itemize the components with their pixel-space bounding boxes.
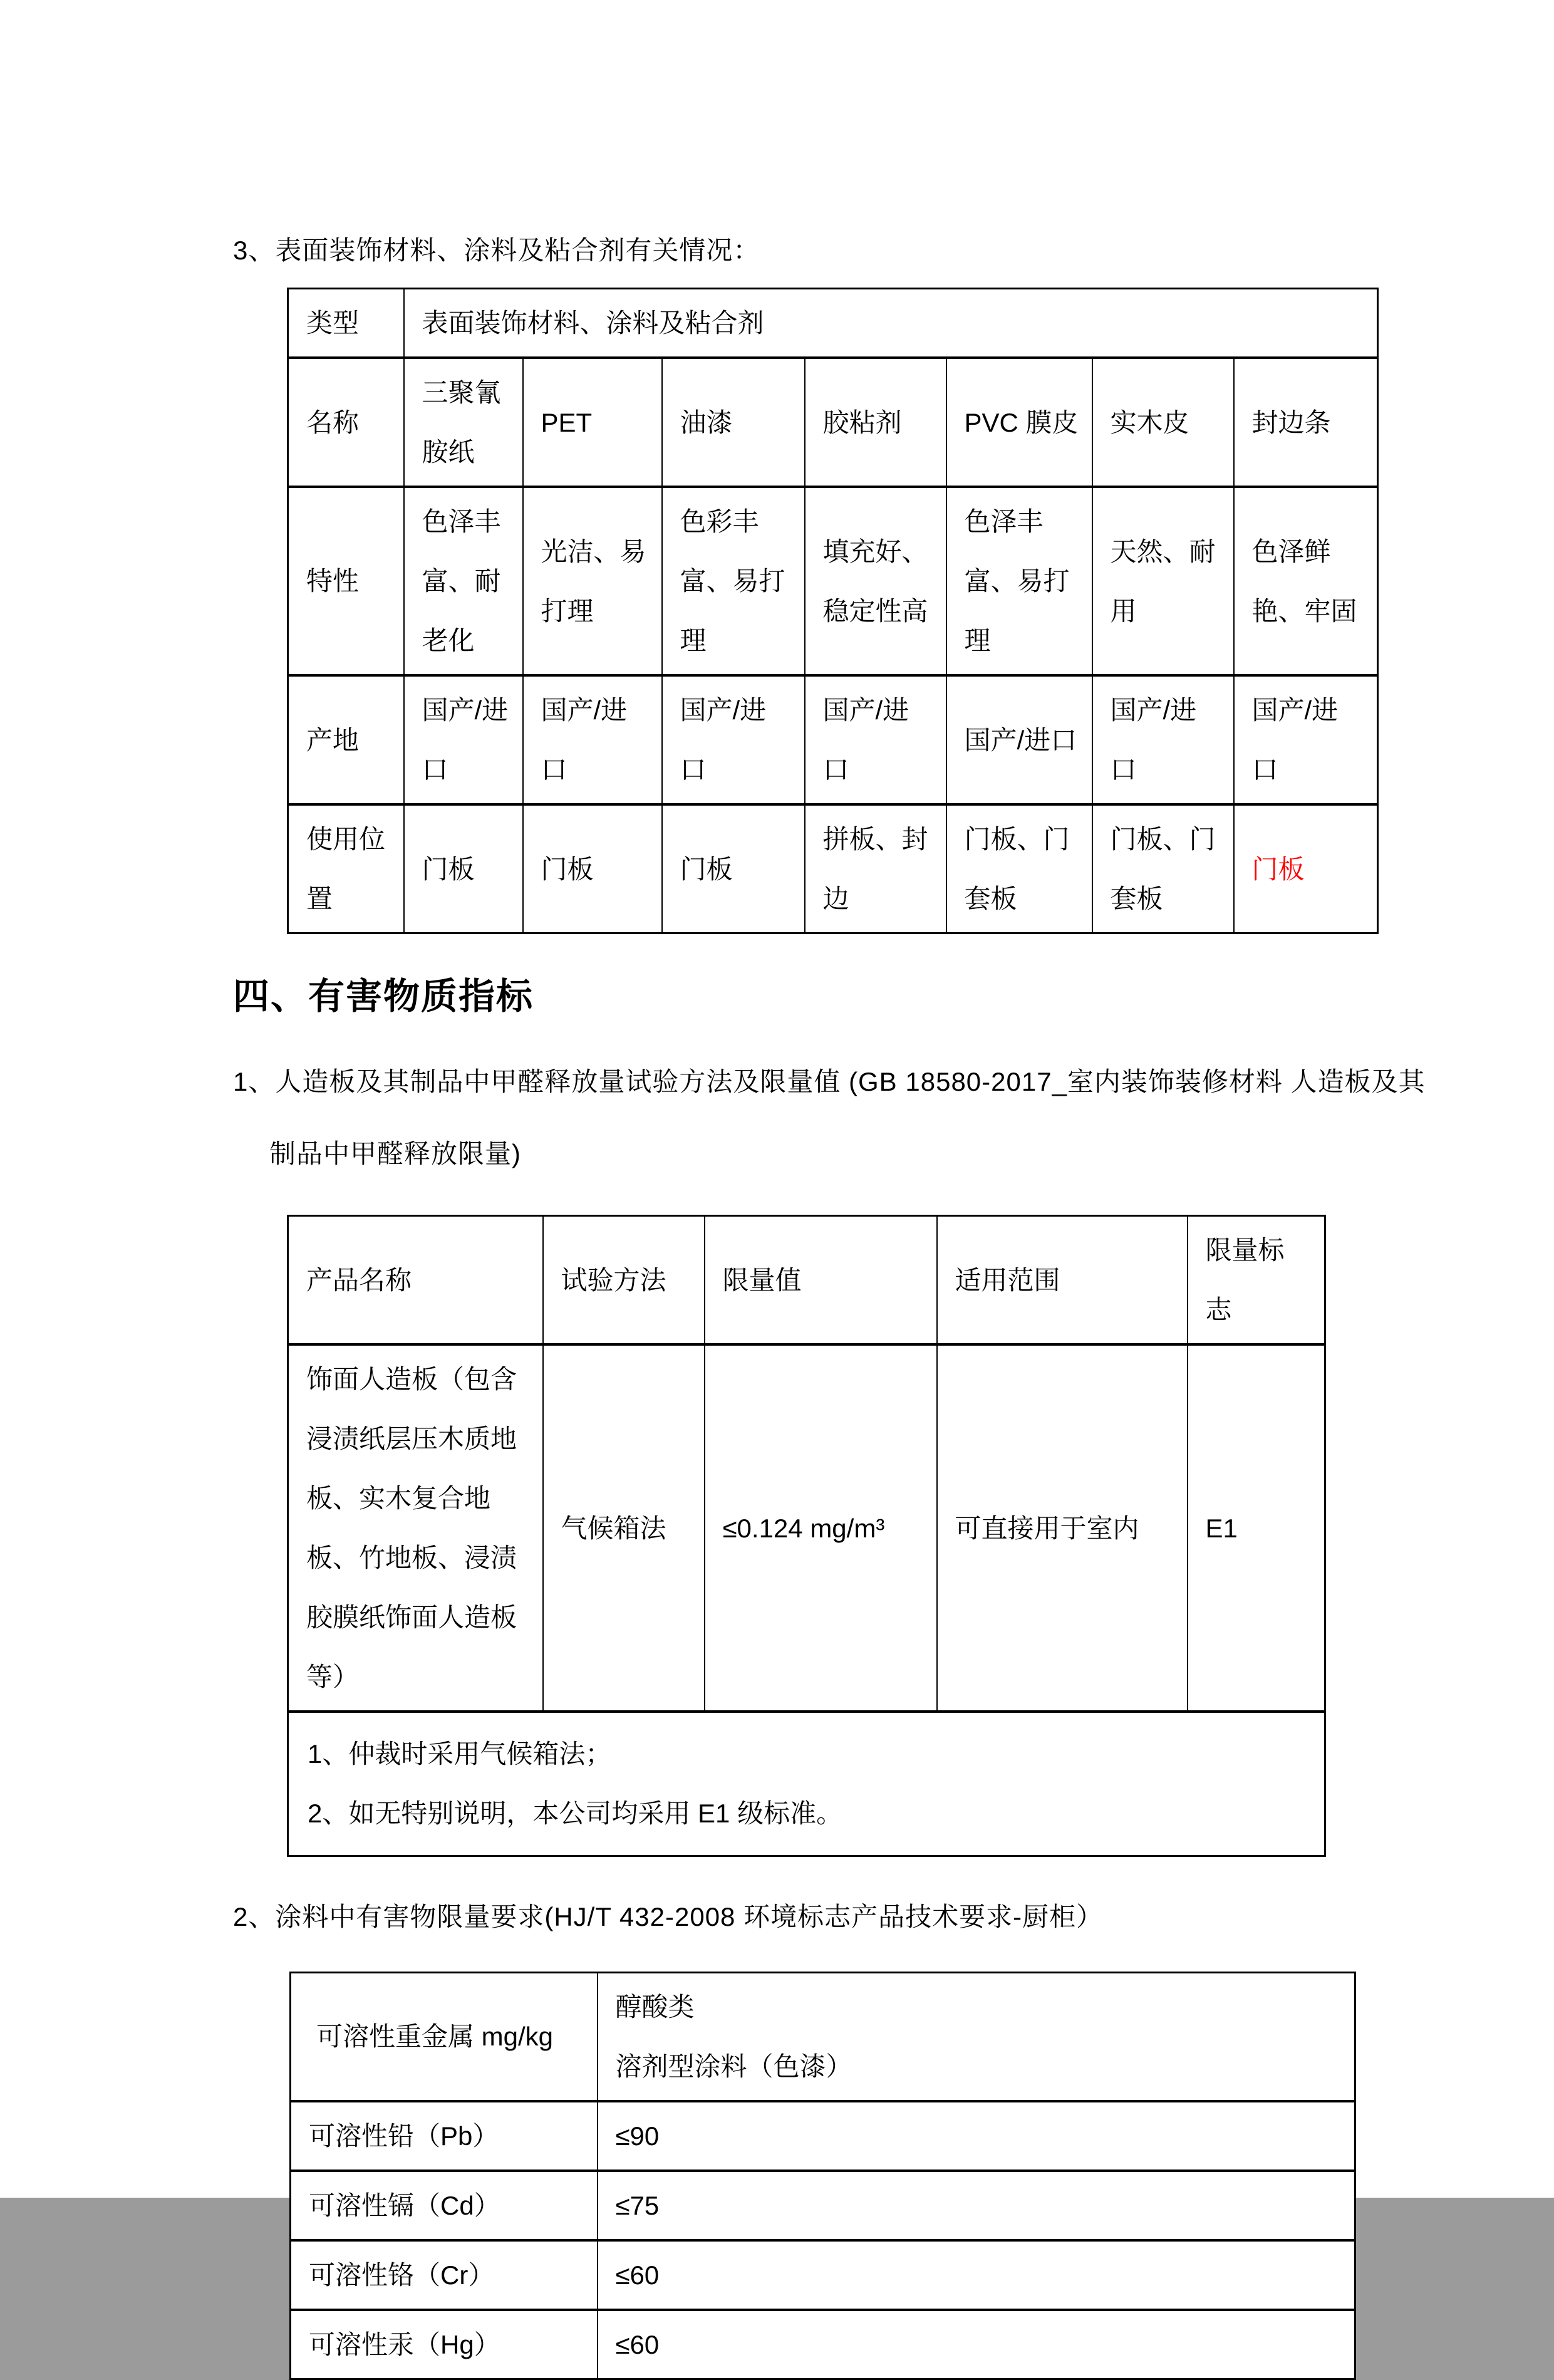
item2-paragraph: 2、涂料中有害物限量要求(HJ/T 432-2008 环境标志产品技术要求-厨柜）	[233, 1901, 1104, 1931]
usage-cell: 门板、门套板	[946, 804, 1092, 933]
notes-cell	[288, 1712, 1325, 1856]
row-label-usage: 使用位置	[288, 804, 404, 933]
usage-cell: 门板	[404, 804, 523, 933]
name-cell: PVC 膜皮	[946, 358, 1092, 487]
metal-limit-mercury: ≤60	[598, 2310, 1355, 2379]
origin-cell: 国产/进口	[523, 675, 662, 804]
metal-label-cadmium: 可溶性镉（Cd）	[291, 2171, 598, 2240]
coating-type-line1: 醇酸类	[615, 1992, 695, 2022]
usage-cell: 门板	[662, 804, 805, 933]
metal-label-mercury: 可溶性汞（Hg）	[291, 2310, 598, 2379]
limit-value-cell: ≤0.124 mg/m³	[705, 1344, 937, 1712]
table-row-type	[288, 289, 1378, 358]
metal-limit-lead: ≤90	[598, 2101, 1355, 2171]
test-method-cell: 气候箱法	[543, 1344, 705, 1712]
feature-cell: 色彩丰富、易打理	[662, 487, 805, 675]
table-row-origin	[288, 675, 1378, 804]
table-row	[288, 1344, 1325, 1712]
row-label-type: 类型	[288, 289, 404, 358]
metal-limit-cadmium: ≤75	[598, 2171, 1355, 2240]
name-cell: 胶粘剂	[805, 358, 946, 487]
usage-cell-highlighted: 门板	[1234, 804, 1378, 933]
feature-cell: 色泽丰富、耐老化	[404, 487, 523, 675]
origin-cell: 国产/进口	[805, 675, 946, 804]
item1-paragraph	[233, 1046, 1460, 1190]
feature-cell: 色泽鲜艳、牢固	[1234, 487, 1378, 675]
header-limit-mark: 限量标志	[1188, 1216, 1325, 1345]
name-cell: PET	[523, 358, 662, 487]
header-product-name: 产品名称	[288, 1216, 543, 1345]
name-cell: 实木皮	[1092, 358, 1234, 487]
scope-cell: 可直接用于室内	[937, 1344, 1188, 1712]
table-row-feature	[288, 487, 1378, 675]
table-row	[291, 2171, 1355, 2240]
coating-type-line2: 溶剂型涂料（色漆）	[615, 2051, 852, 2081]
item3-heading: 3、表面装饰材料、涂料及粘合剂有关情况：	[233, 236, 760, 265]
origin-cell: 国产/进口	[1092, 675, 1234, 804]
table-notes-row	[288, 1712, 1325, 1856]
header-limit-value: 限量值	[705, 1216, 937, 1345]
row-label-name: 名称	[288, 358, 404, 487]
table-row-usage	[288, 804, 1378, 933]
table-header-row	[288, 1216, 1325, 1345]
item1-line2: 制品中甲醛释放限量)	[269, 1139, 521, 1168]
header-coating-type-cell	[598, 1972, 1355, 2101]
limit-mark-cell: E1	[1188, 1344, 1325, 1712]
surface-materials-table	[287, 288, 1379, 934]
origin-cell: 国产/进口	[662, 675, 805, 804]
header-heavy-metal-label: 可溶性重金属 mg/kg	[291, 1972, 598, 2101]
name-cell: 封边条	[1234, 358, 1378, 487]
origin-cell: 国产/进口	[1234, 675, 1378, 804]
usage-cell: 拼板、封边	[805, 804, 946, 933]
table-header-row	[291, 1972, 1355, 2101]
usage-cell: 门板	[523, 804, 662, 933]
table-row	[291, 2101, 1355, 2171]
feature-cell: 光洁、易打理	[523, 487, 662, 675]
type-value-cell: 表面装饰材料、涂料及粘合剂	[404, 289, 1378, 358]
feature-cell: 填充好、稳定性高	[805, 487, 946, 675]
table-row-name	[288, 358, 1378, 487]
item1-line1: 1、人造板及其制品中甲醛释放量试验方法及限量值 (GB 18580-2017_室内装饰装修材料 人造板及其	[233, 1067, 1426, 1096]
row-label-origin: 产地	[288, 675, 404, 804]
metal-label-lead: 可溶性铅（Pb）	[291, 2101, 598, 2171]
origin-cell: 国产/进口	[946, 675, 1092, 804]
header-test-method: 试验方法	[543, 1216, 705, 1345]
table-row	[291, 2240, 1355, 2310]
name-cell: 三聚氰胺纸	[404, 358, 523, 487]
origin-cell: 国产/进口	[404, 675, 523, 804]
table-row	[291, 2310, 1355, 2379]
metal-label-chromium: 可溶性铬（Cr）	[291, 2240, 598, 2310]
row-label-feature: 特性	[288, 487, 404, 675]
note-line-2: 2、如无特别说明，本公司均采用 E1 级标准。	[308, 1799, 843, 1829]
note-line-1: 1、仲裁时采用气候箱法；	[308, 1739, 612, 1769]
feature-cell: 色泽丰富、易打理	[946, 487, 1092, 675]
product-name-cell: 饰面人造板（包含浸渍纸层压木质地板、实木复合地板、竹地板、浸渍胶膜纸饰面人造板等）	[288, 1344, 543, 1712]
formaldehyde-limit-table	[287, 1215, 1326, 1857]
feature-cell: 天然、耐用	[1092, 487, 1234, 675]
name-cell: 油漆	[662, 358, 805, 487]
header-scope: 适用范围	[937, 1216, 1188, 1345]
usage-cell: 门板、门套板	[1092, 804, 1234, 933]
metal-limit-chromium: ≤60	[598, 2240, 1355, 2310]
soluble-heavy-metals-table	[289, 1972, 1356, 2380]
section4-heading: 四、有害物质指标	[233, 976, 534, 1017]
